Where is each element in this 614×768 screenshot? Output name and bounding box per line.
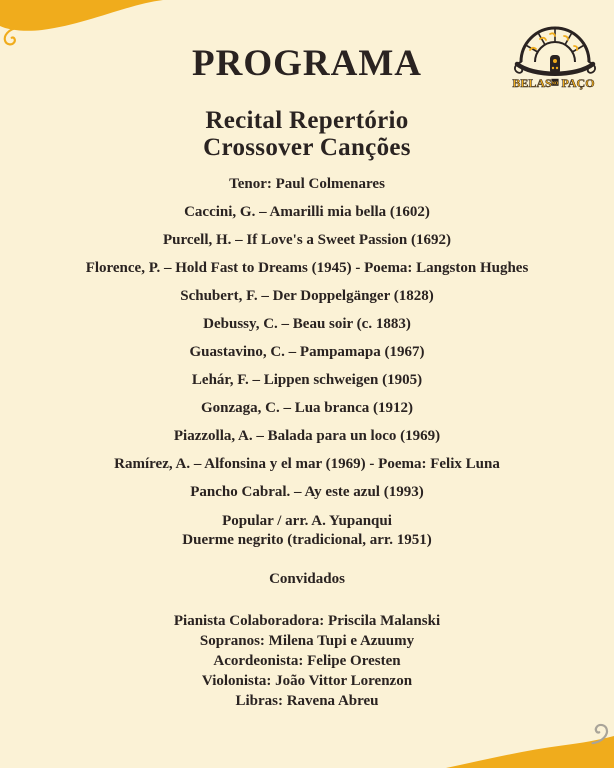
logo-word-belas: BELAS [512,76,552,90]
repertoire-item: Gonzaga, C. – Lua branca (1912) [200,400,414,416]
encore-block [0,512,614,550]
repertoire-item: Debussy, C. – Beau soir (c. 1883) [203,316,411,332]
repertoire-item: Lehár, F. – Lippen schweigen (1905) [191,372,423,388]
logo-word-paco: PAÇO [561,76,595,90]
credit-line: Pianista Colaboradora: Priscila Malanski [173,613,441,629]
encore-line-2: Duerme negrito (tradicional, arr. 1951) [182,532,432,548]
repertoire-item: Florence, P. – Hold Fast to Dreams (1945) - Poema: Langston Hughes [85,260,529,276]
logo-word-no: NO [551,80,559,86]
credits-list [0,611,614,711]
credit-line: Sopranos: Milena Tupi e Azuumy [199,633,415,649]
encore-line-1: Popular / arr. A. Yupanqui [222,513,392,529]
credit-line: Libras: Ravena Abreu [235,693,379,709]
credit-line: Violonista: João Vittor Lorenzon [201,673,413,689]
performer-line: Tenor: Paul Colmenares [229,176,385,192]
repertoire-item: Pancho Cabral. – Ay este azul (1993) [190,484,424,500]
program-subtitle [0,107,614,161]
credit-line: Acordeonista: Felipe Oresten [213,653,401,669]
repertoire-item: Caccini, G. – Amarilli mia bella (1602) [184,204,430,220]
repertoire-item: Ramírez, A. – Alfonsina y el mar (1969) - Poema: Felix Luna [114,456,500,472]
repertoire-list [0,198,614,506]
subtitle-line-2: Crossover Canções [203,134,411,161]
repertoire-item: Guastavino, C. – Pampamapa (1967) [189,344,425,360]
repertoire-item: Piazzolla, A. – Balada para un loco (1969) [173,428,441,444]
guests-heading: Convidados [269,571,345,587]
repertoire-item: Purcell, H. – If Love's a Sweet Passion (1692) [162,232,452,248]
subtitle-line-1: Recital Repertório [205,107,409,134]
page-title: PROGRAMA [192,43,422,84]
repertoire-item: Schubert, F. – Der Doppelgänger (1828) [180,288,434,304]
